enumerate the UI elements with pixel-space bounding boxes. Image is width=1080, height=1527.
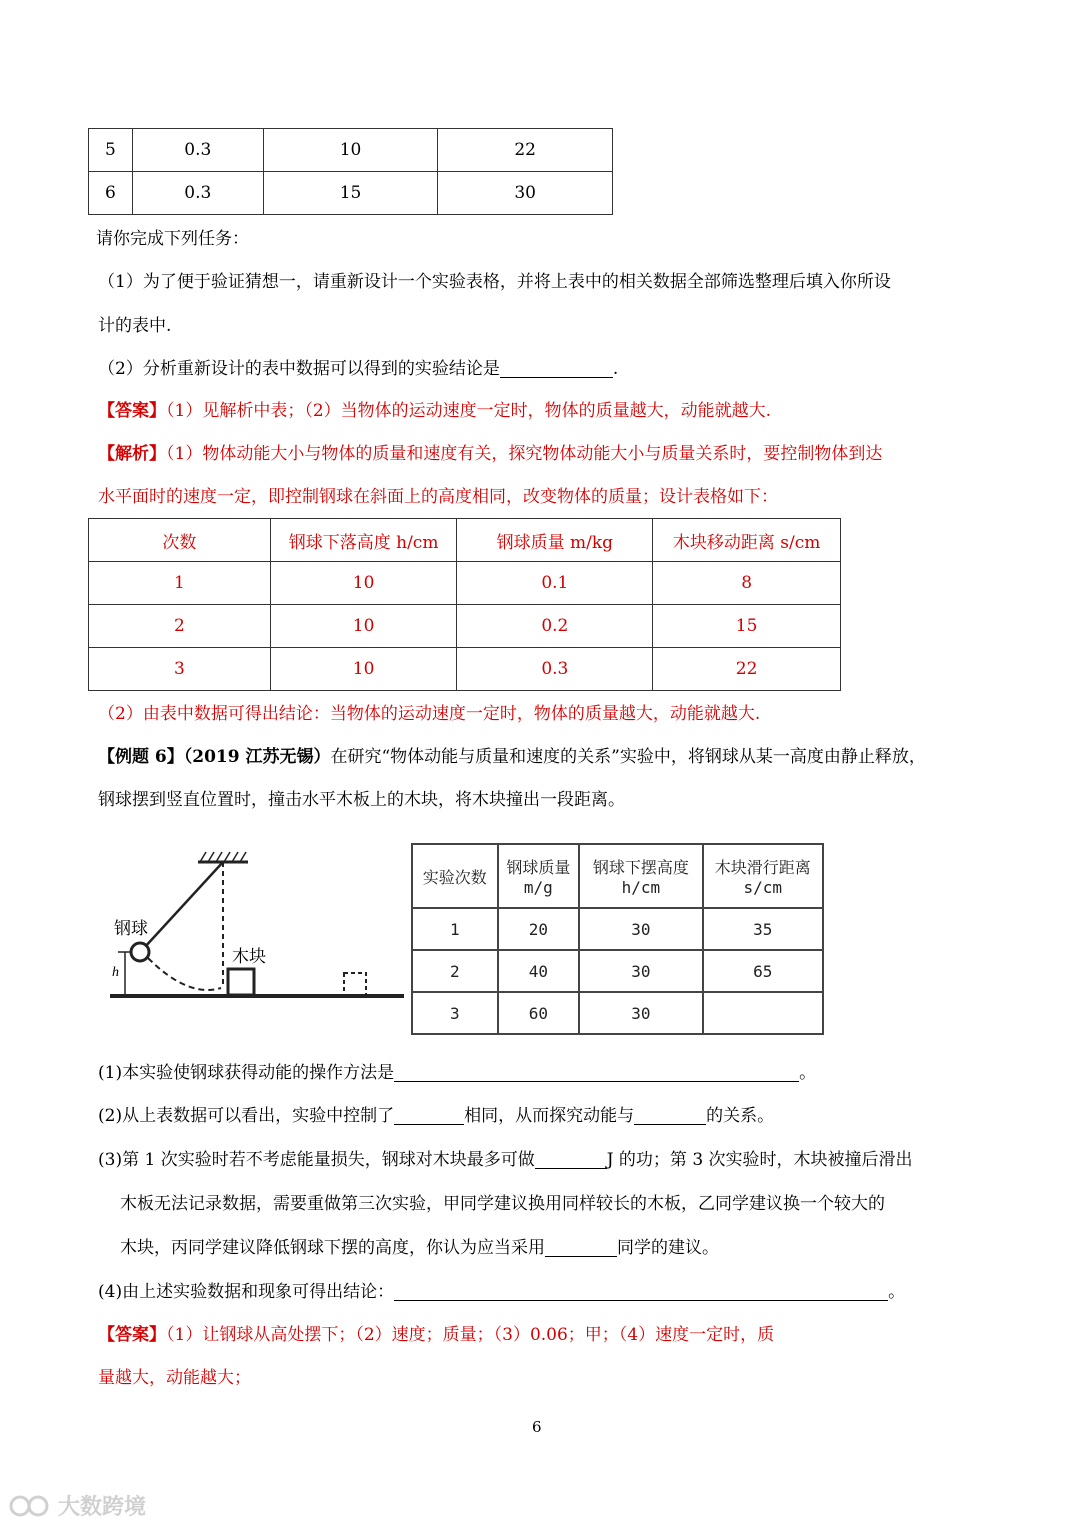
table-cell: 0.3 <box>457 648 653 691</box>
table-cell: 1 <box>89 562 271 605</box>
table-cell: 20 <box>498 908 580 950</box>
example-6-line-1 <box>98 745 926 769</box>
part-2 <box>98 1104 774 1128</box>
table-cell: 15 <box>653 605 841 648</box>
analysis-line-2: 水平面时的速度一定，即控制钢球在斜面上的高度相同，改变物体的质量；设计表格如下： <box>98 487 778 507</box>
table-cell: 0.3 <box>132 172 263 215</box>
example-source: （2019 江苏无锡） <box>183 747 331 767</box>
ball-label: 钢球 <box>114 919 148 939</box>
table-header: 钢球质量 m/kg <box>457 519 653 562</box>
watermark-text: 大数跨境 <box>58 1495 147 1520</box>
table-row <box>89 648 841 691</box>
table-header: 钢球质量 m/g <box>498 844 580 908</box>
table-header-row <box>412 844 823 908</box>
analysis-tag: 【解析】 <box>98 444 166 464</box>
answer-blank <box>634 1106 706 1125</box>
answer-tag: 【答案】 <box>98 401 166 421</box>
part-4 <box>98 1280 905 1304</box>
part-4-end: 。 <box>888 1282 906 1302</box>
part-3-line-1 <box>98 1148 913 1172</box>
pendulum-diagram <box>108 848 408 1006</box>
table-cell: 0.2 <box>457 605 653 648</box>
wood-block-moved <box>344 973 366 995</box>
table-cell: 30 <box>579 908 702 950</box>
answer-text: （1）让钢球从高处摆下；（2）速度；质量；（3）0.06；甲；（4）速度一定时，质 <box>166 1325 775 1345</box>
part-3-line-3 <box>120 1236 719 1260</box>
table-row <box>89 562 841 605</box>
table-cell: 65 <box>703 950 823 992</box>
table-cell: 10 <box>263 129 438 172</box>
answer-text: （1）见解析中表；（2）当物体的运动速度一定时，物体的质量越大，动能就越大. <box>166 401 772 421</box>
table-cell <box>703 992 823 1034</box>
table-cell: 30 <box>579 992 702 1034</box>
table-cell: 30 <box>579 950 702 992</box>
question-1-line-2: 计的表中. <box>98 316 172 336</box>
table-cell: 40 <box>498 950 580 992</box>
table-header: 木块移动距离 s/cm <box>653 519 841 562</box>
table-cell: 0.1 <box>457 562 653 605</box>
wood-block <box>228 969 254 995</box>
question-2-text: （2）分析重新设计的表中数据可以得到的实验结论是 <box>98 359 500 379</box>
answer-tag: 【答案】 <box>98 1325 166 1345</box>
part-3-text-b: J 的功；第 3 次实验时，木块被撞后滑出 <box>606 1150 913 1170</box>
part-4-text: (4)由上述实验数据和现象可得出结论： <box>98 1282 395 1302</box>
table-header: 钢球下摆高度 h/cm <box>579 844 702 908</box>
analysis-conclusion: （2）由表中数据可得出结论：当物体的运动速度一定时，物体的质量越大，动能就越大. <box>98 704 761 724</box>
table-cell: 60 <box>498 992 580 1034</box>
height-label: h <box>112 965 119 980</box>
answer-2-line-2: 量越大，动能越大； <box>98 1368 251 1388</box>
part-2-text-a: (2)从上表数据可以看出，实验中控制了 <box>98 1106 395 1126</box>
watermark-logo-icon <box>8 1493 52 1519</box>
task-intro: 请你完成下列任务： <box>96 229 249 249</box>
answer-2-line-1 <box>98 1323 774 1347</box>
table-cell: 22 <box>438 129 613 172</box>
part-3-text-c: 木块，丙同学建议降低钢球下摆的高度，你认为应当采用 <box>120 1238 545 1258</box>
part-3-text-a: (3)第 1 次实验时若不考虑能量损失，钢球对木块最多可做 <box>98 1150 535 1170</box>
table-header-row <box>89 519 841 562</box>
table-cell: 3 <box>412 992 498 1034</box>
table-cell: 10 <box>270 648 457 691</box>
part-1-end: 。 <box>799 1063 817 1083</box>
part-2-text-b: 相同，从而探究动能与 <box>464 1106 635 1126</box>
example-6-line-2: 钢球摆到竖直位置时，撞击水平木板上的木块，将木块撞出一段距离。 <box>98 790 625 810</box>
table-cell: 8 <box>653 562 841 605</box>
page-number: 6 <box>532 1418 542 1436</box>
analysis-text: （1）物体动能大小与物体的质量和速度有关，探究物体动能大小与质量关系时，要控制物体到达 <box>166 444 883 464</box>
example-text: 在研究“物体动能与质量和速度的关系”实验中，将钢球从某一高度由静止释放， <box>330 747 926 767</box>
answer-blank <box>394 1282 888 1301</box>
answer-blank <box>394 1063 799 1082</box>
designed-table <box>88 518 841 691</box>
table-cell: 2 <box>412 950 498 992</box>
question-1-line-1: （1）为了便于验证猜想一，请重新设计一个实验表格，并将上表中的相关数据全部筛选整理后填入你所设 <box>98 272 891 292</box>
answer-blank <box>394 1106 464 1125</box>
watermark <box>8 1490 146 1521</box>
table-header: 次数 <box>89 519 271 562</box>
table-row <box>89 605 841 648</box>
table-row <box>89 129 613 172</box>
table-cell: 0.3 <box>132 129 263 172</box>
part-3-line-2: 木板无法记录数据，需要重做第三次实验，甲同学建议换用同样较长的木板，乙同学建议换一个较大的 <box>120 1194 885 1214</box>
table-cell: 30 <box>438 172 613 215</box>
example-tag: 【例题 6】 <box>98 747 184 767</box>
steel-ball <box>131 943 149 961</box>
table-cell: 35 <box>703 908 823 950</box>
answer-blank <box>535 1150 607 1169</box>
answer-1 <box>98 399 771 423</box>
swing-arc <box>148 958 221 990</box>
table-header: 实验次数 <box>412 844 498 908</box>
pendulum-string <box>144 862 223 948</box>
block-label: 木块 <box>232 947 266 967</box>
analysis-line-1 <box>98 442 882 466</box>
table-cell: 15 <box>263 172 438 215</box>
answer-blank <box>500 359 613 378</box>
part-2-text-c: 的关系。 <box>706 1106 775 1126</box>
part-3-text-d: 同学的建议。 <box>617 1238 719 1258</box>
table-row <box>412 950 823 992</box>
figure-table <box>411 843 824 1035</box>
table-cell: 10 <box>270 562 457 605</box>
data-table-top <box>88 128 613 215</box>
table-cell: 1 <box>412 908 498 950</box>
table-row <box>412 992 823 1034</box>
table-row <box>412 908 823 950</box>
table-header: 钢球下落高度 h/cm <box>270 519 457 562</box>
question-2 <box>98 357 618 381</box>
table-cell: 2 <box>89 605 271 648</box>
table-cell: 6 <box>89 172 133 215</box>
part-1-text: (1)本实验使钢球获得动能的操作方法是 <box>98 1063 395 1083</box>
table-cell: 10 <box>270 605 457 648</box>
answer-blank <box>545 1238 617 1257</box>
table-cell: 3 <box>89 648 271 691</box>
table-row <box>89 172 613 215</box>
question-2-end: . <box>612 359 619 379</box>
table-header: 木块滑行距离 s/cm <box>703 844 823 908</box>
table-cell: 5 <box>89 129 133 172</box>
table-cell: 22 <box>653 648 841 691</box>
part-1 <box>98 1061 816 1085</box>
